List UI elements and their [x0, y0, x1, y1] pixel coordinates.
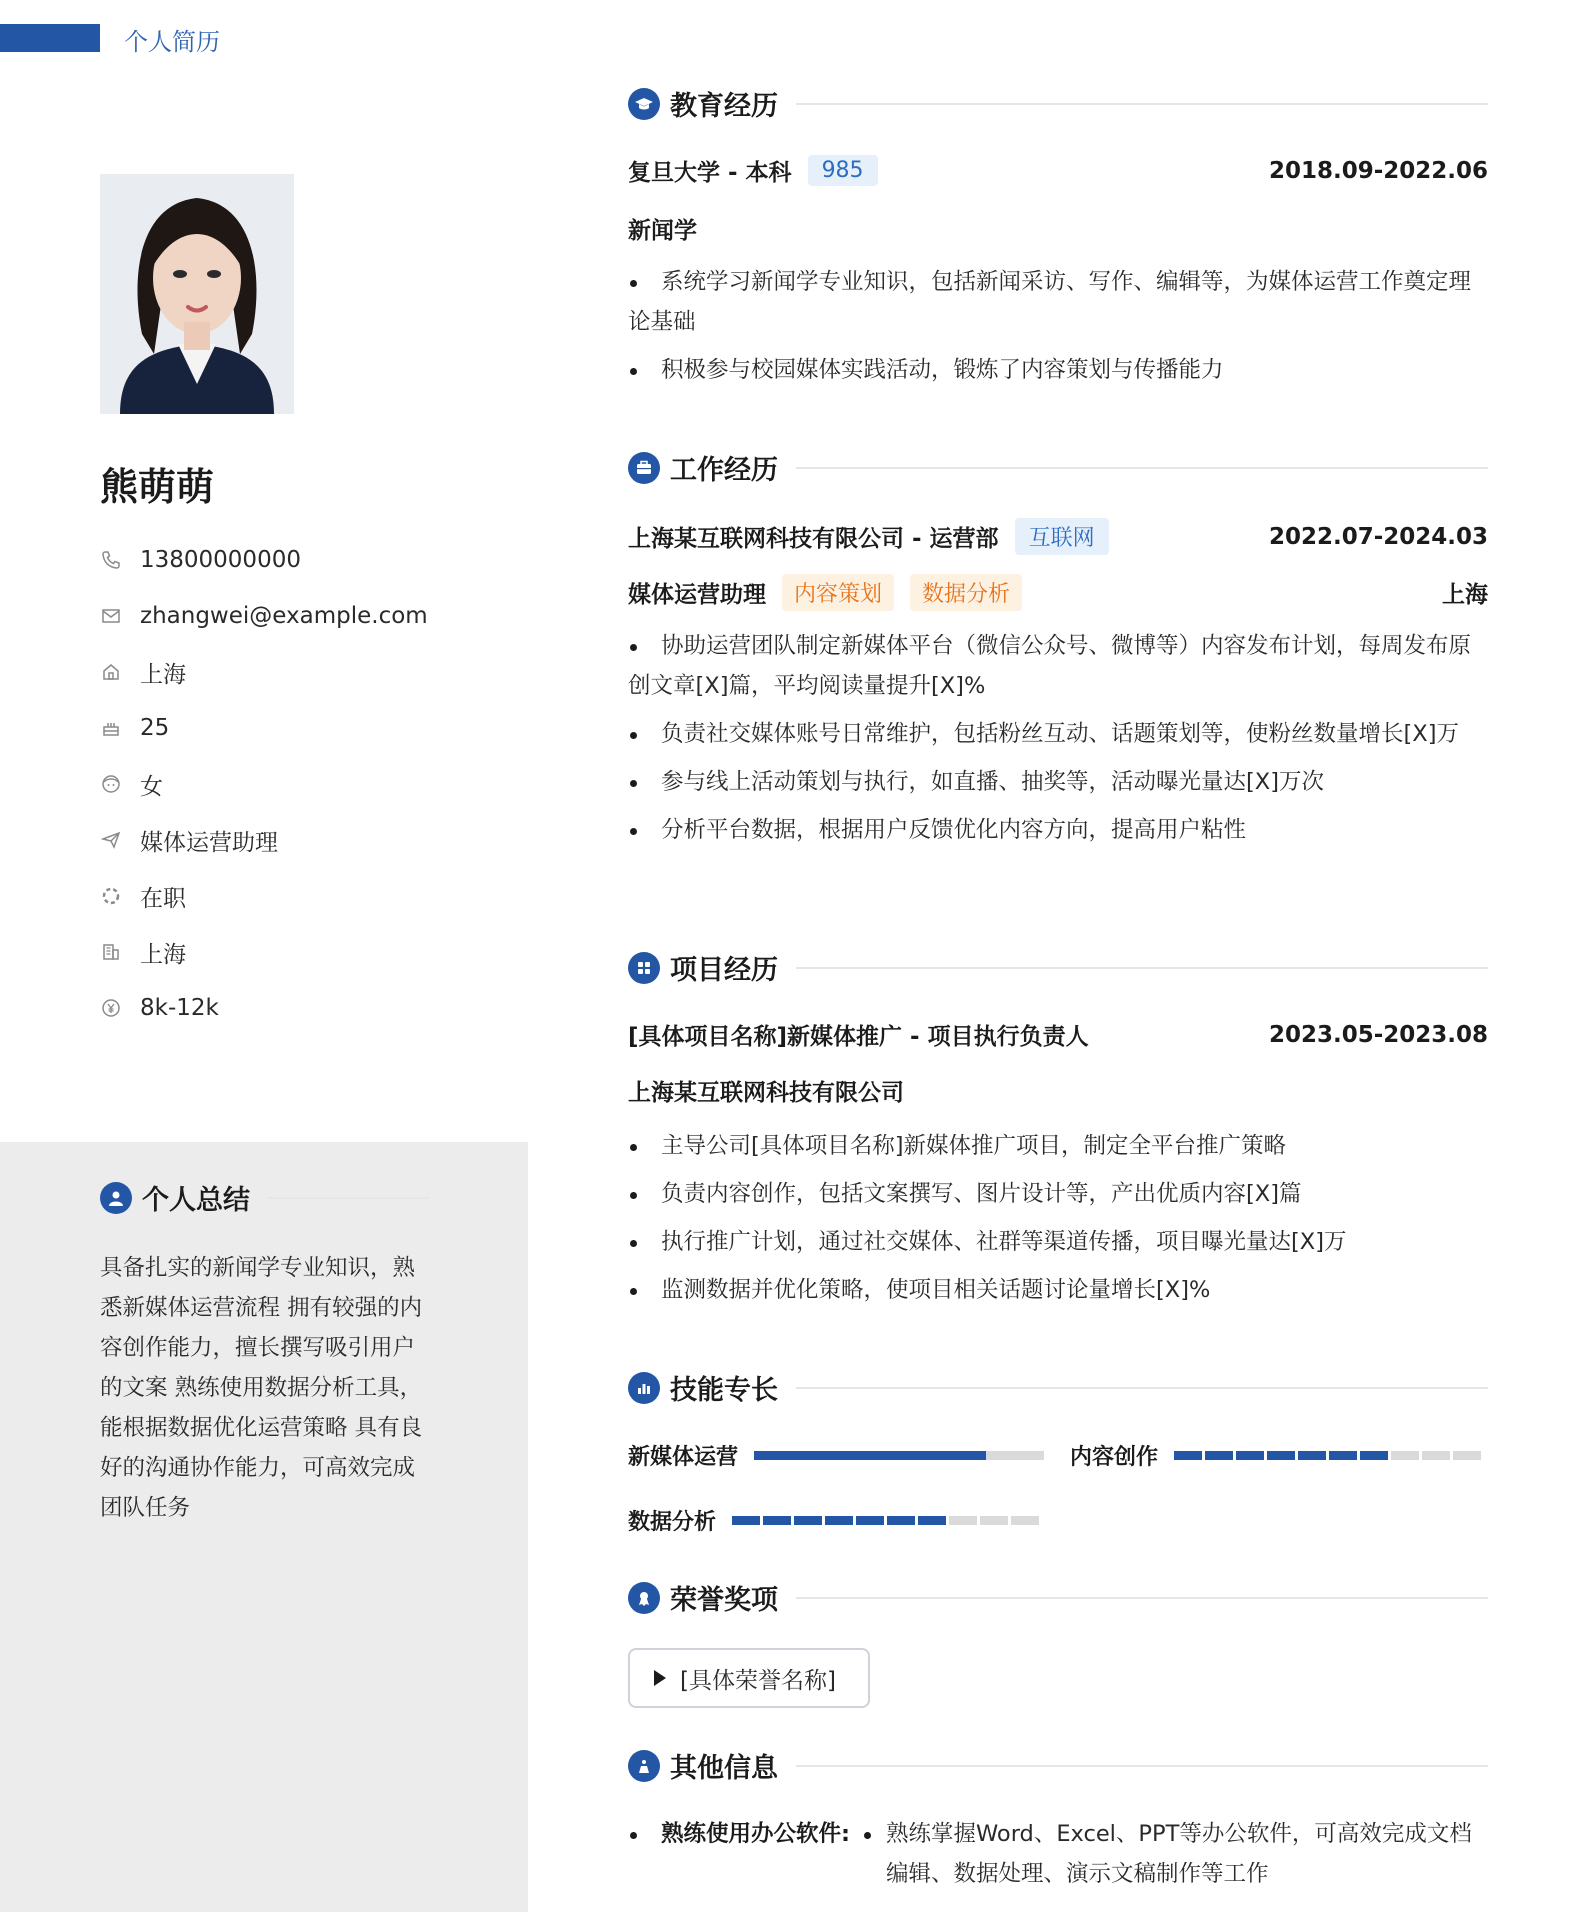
education-school-row — [628, 154, 1488, 187]
skill-item — [628, 1505, 1039, 1536]
portrait-image — [100, 174, 294, 414]
gender-text: 女 — [140, 773, 163, 800]
candidate-name: 熊萌萌 — [100, 465, 215, 509]
skill-segment — [763, 1516, 791, 1525]
honors-heading — [628, 1578, 1488, 1617]
skill-segment — [1329, 1451, 1357, 1460]
status-icon — [100, 885, 122, 907]
position-text: 媒体运营助理 — [140, 829, 278, 856]
position-name: 媒体运营助理 — [628, 582, 766, 608]
project-company-row — [628, 1074, 1488, 1107]
phone-text: 13800000000 — [140, 547, 301, 573]
list-item: 分析平台数据，根据用户反馈优化内容方向，提高用户粘性 — [628, 810, 1488, 850]
skills-title: 技能专长 — [670, 1375, 778, 1406]
yen-icon — [100, 997, 122, 1019]
summary-divider — [268, 1197, 430, 1199]
cake-icon — [100, 717, 122, 739]
list-item: 主导公司[具体项目名称]新媒体推广项目，制定全平台推广策略 — [628, 1126, 1488, 1166]
phone-icon — [100, 549, 122, 571]
city-text: 上海 — [140, 941, 186, 968]
skill-segment — [1011, 1516, 1039, 1525]
school-name: 复旦大学 - 本科 — [628, 160, 792, 186]
project-name-row — [628, 1018, 1488, 1051]
status-text: 在职 — [140, 885, 186, 912]
skill-level-fill — [754, 1451, 986, 1460]
info-row-age — [100, 700, 428, 756]
document-title: 个人简历 — [124, 28, 220, 56]
skill-tag: 数据分析 — [910, 574, 1022, 611]
major-name: 新闻学 — [628, 218, 697, 244]
info-row-email — [100, 588, 428, 644]
project-date: 2023.05-2023.08 — [1268, 1021, 1488, 1048]
skill-name: 内容创作 — [1070, 1445, 1159, 1470]
info-row-status — [100, 868, 428, 924]
briefcase-icon — [628, 452, 660, 484]
info-icon — [628, 1750, 660, 1782]
project-company: 上海某互联网科技有限公司 — [628, 1080, 904, 1106]
skill-segment — [732, 1516, 760, 1525]
location-text: 上海 — [140, 661, 186, 688]
education-divider — [796, 103, 1488, 105]
info-row-position — [100, 812, 428, 868]
info-row-city — [100, 924, 428, 980]
skill-segment — [856, 1516, 884, 1525]
project-bullets — [628, 1126, 1488, 1318]
info-row-salary — [100, 980, 428, 1036]
skill-level-bar — [754, 1451, 1044, 1460]
skill-segment — [1267, 1451, 1295, 1460]
honors-title: 荣誉奖项 — [670, 1585, 778, 1616]
info-row-phone — [100, 532, 428, 588]
other-title: 其他信息 — [670, 1753, 778, 1784]
skills-heading — [628, 1368, 1488, 1407]
skill-level-bar — [732, 1516, 1039, 1525]
project-name: [具体项目名称]新媒体推广 - 项目执行负责人 — [628, 1024, 1089, 1050]
skill-segment — [825, 1516, 853, 1525]
work-divider — [796, 467, 1488, 469]
list-item: 负责内容创作，包括文案撰写、图片设计等，产出优质内容[X]篇 — [628, 1174, 1488, 1214]
skill-segment — [1391, 1451, 1419, 1460]
info-row-gender — [100, 756, 428, 812]
skill-segment — [949, 1516, 977, 1525]
award-icon — [628, 1582, 660, 1614]
building-icon — [100, 941, 122, 963]
list-item: 负责社交媒体账号日常维护，包括粉丝互动、话题策划等，使粉丝数量增长[X]万 — [628, 714, 1488, 754]
work-position-row — [628, 574, 1488, 611]
skill-segment — [980, 1516, 1008, 1525]
honor-name: [具体荣誉名称] — [680, 1667, 836, 1694]
project-title: 项目经历 — [670, 955, 778, 986]
home-icon — [100, 661, 122, 683]
work-bullets — [628, 626, 1488, 858]
list-item: 协助运营团队制定新媒体平台（微信公众号、微博等）内容发布计划，每周发布原创文章[X]篇，平均阅读量提升[X]% — [628, 626, 1488, 706]
work-city: 上海 — [1442, 582, 1488, 608]
education-major-row — [628, 212, 1488, 245]
list-item: 参与线上活动策划与执行，如直播、抽奖等，活动曝光量达[X]万次 — [628, 762, 1488, 802]
list-item: 执行推广计划，通过社交媒体、社群等渠道传播，项目曝光量达[X]万 — [628, 1222, 1488, 1262]
bar-chart-icon — [628, 1372, 660, 1404]
work-heading — [628, 448, 1488, 487]
skill-segment — [1205, 1451, 1233, 1460]
skill-name: 数据分析 — [628, 1510, 717, 1535]
salary-text: 8k-12k — [140, 995, 219, 1021]
company-name: 上海某互联网科技有限公司 - 运营部 — [628, 526, 999, 552]
skill-tag: 内容策划 — [782, 574, 894, 611]
email-text: zhangwei@example.com — [140, 603, 428, 629]
work-date: 2022.07-2024.03 — [1268, 523, 1488, 550]
skill-segment — [1453, 1451, 1481, 1460]
skill-segment — [1236, 1451, 1264, 1460]
skill-segment — [887, 1516, 915, 1525]
bullet-dot — [850, 1814, 886, 1894]
face-icon — [100, 773, 122, 795]
skills-divider — [796, 1387, 1488, 1389]
skill-item — [1070, 1440, 1481, 1471]
graduation-cap-icon — [628, 88, 660, 120]
other-text: 熟练掌握Word、Excel、PPT等办公软件，可高效完成文档编辑、数据处理、演示文稿制作等工作 — [886, 1821, 1472, 1887]
skill-segment — [1422, 1451, 1450, 1460]
education-heading — [628, 84, 1488, 123]
summary-title: 个人总结 — [142, 1185, 250, 1216]
education-bullets — [628, 262, 1488, 398]
summary-text: 具备扎实的新闻学专业知识，熟悉新媒体运营流程 拥有较强的内容创作能力，擅长撰写吸引用户的文案 熟练使用数据分析工具，能根据数据优化运营策略 具有良好的沟通协作能力，可高效完成团队任务 — [100, 1255, 423, 1521]
mail-icon — [100, 605, 122, 627]
honors-divider — [796, 1597, 1488, 1599]
bullet-dot — [628, 1814, 661, 1894]
other-divider — [796, 1765, 1488, 1767]
list-item: 积极参与校园媒体实践活动，锻炼了内容策划与传播能力 — [628, 350, 1488, 390]
list-item: 系统学习新闻学专业知识，包括新闻采访、写作、编辑等，为媒体运营工作奠定理论基础 — [628, 262, 1488, 342]
skill-segment — [1174, 1451, 1202, 1460]
project-heading — [628, 948, 1488, 987]
age-text: 25 — [140, 715, 170, 741]
grid-icon — [628, 952, 660, 984]
send-icon — [100, 829, 122, 851]
skill-segment — [1360, 1451, 1388, 1460]
user-icon — [100, 1182, 132, 1214]
list-item: 监测数据并优化策略，使项目相关话题讨论量增长[X]% — [628, 1270, 1488, 1310]
other-label: 熟练使用办公软件: — [661, 1821, 850, 1847]
work-company-row — [628, 518, 1488, 555]
industry-tag: 互联网 — [1015, 518, 1109, 555]
profile-photo — [100, 174, 294, 414]
skill-level-bar — [1174, 1451, 1481, 1460]
skill-item — [628, 1440, 1044, 1471]
education-title: 教育经历 — [670, 91, 778, 122]
skill-segment — [918, 1516, 946, 1525]
honor-item[interactable] — [628, 1648, 870, 1708]
work-title: 工作经历 — [670, 455, 778, 486]
other-info-item — [628, 1814, 1488, 1894]
project-divider — [796, 967, 1488, 969]
contact-info-list — [100, 532, 428, 1036]
school-tag: 985 — [808, 155, 878, 186]
education-date: 2018.09-2022.06 — [1268, 157, 1488, 184]
other-heading — [628, 1746, 1488, 1785]
info-row-location — [100, 644, 428, 700]
skill-name: 新媒体运营 — [628, 1445, 739, 1470]
summary-heading — [100, 1178, 430, 1217]
skill-segment — [1298, 1451, 1326, 1460]
play-icon — [654, 1670, 666, 1686]
skill-segment — [794, 1516, 822, 1525]
